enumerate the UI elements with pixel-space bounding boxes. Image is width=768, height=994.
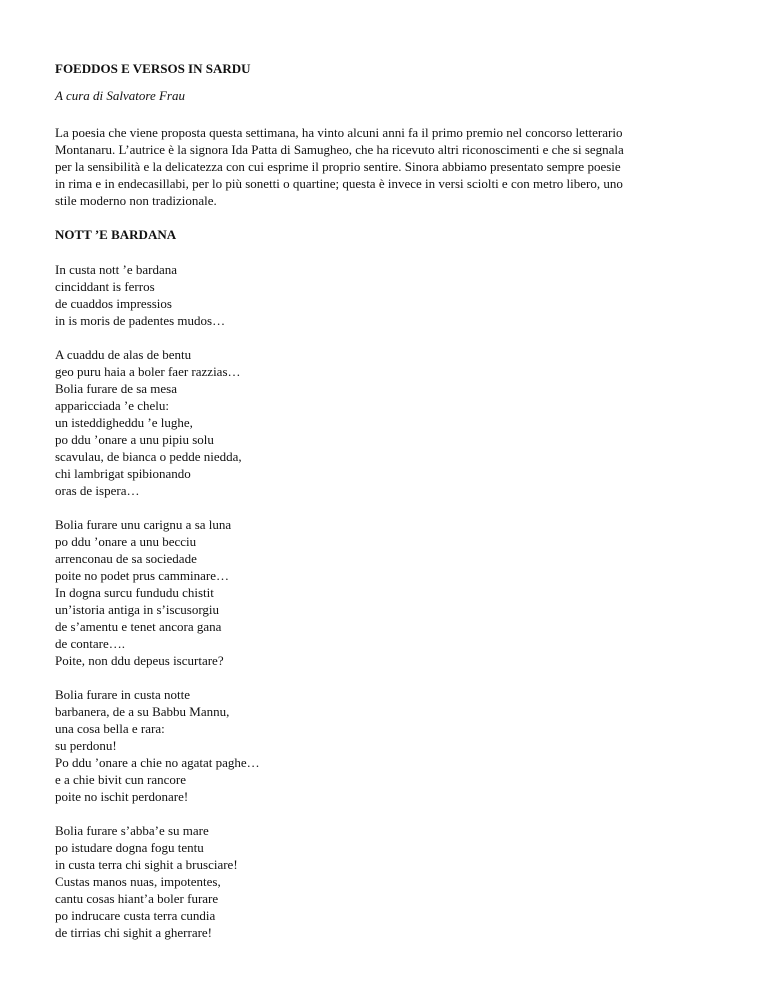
- poem-line: poite no podet prus camminare…: [55, 568, 230, 583]
- intro-line: Montanaru. L’autrice è la signora Ida Patta di Samugheo, che ha ricevuto altri riconoscimenti e che si segnala: [55, 142, 624, 157]
- intro-line: stile moderno non tradizionale.: [55, 193, 217, 208]
- poem-stanza: [55, 822, 725, 941]
- poem-stanza: [55, 686, 725, 805]
- poem-line: po ddu ’onare a unu becciu: [55, 534, 197, 549]
- poem-stanza: [55, 261, 725, 329]
- poem-line: Custas manos nuas, impotentes,: [55, 874, 221, 889]
- poem-line: cantu cosas hiant’a boler furare: [55, 891, 219, 906]
- poem-stanza: [55, 346, 725, 499]
- poem-line: Po ddu ’onare a chie no agatat paghe…: [55, 755, 260, 770]
- poem-line: un isteddigheddu ’e lughe,: [55, 415, 193, 430]
- poem-line: su perdonu!: [55, 738, 117, 753]
- poem-line: scavulau, de bianca o pedde niedda,: [55, 449, 242, 464]
- poem-line: in custa terra chi sighit a brusciare!: [55, 857, 238, 872]
- intro-paragraph: [55, 124, 725, 209]
- poem-line: po indrucare custa terra cundia: [55, 908, 216, 923]
- poem-line: apparicciada ’e chelu:: [55, 398, 170, 413]
- poem-line: geo puru haia a boler faer razzias…: [55, 364, 241, 379]
- poem-line: oras de ispera…: [55, 483, 140, 498]
- document-byline: A cura di Salvatore Frau: [55, 88, 185, 103]
- poem-line: una cosa bella e rara:: [55, 721, 165, 736]
- document-page: [55, 60, 725, 958]
- poem-line: e a chie bivit cun rancore: [55, 772, 187, 787]
- poem-line: Bolia furare de sa mesa: [55, 381, 178, 396]
- poem-line: de s’amentu e tenet ancora gana: [55, 619, 222, 634]
- poem-line: de tirrias chi sighit a gherrare!: [55, 925, 213, 940]
- poem-line: de cuaddos impressios: [55, 296, 172, 311]
- poem-line: In custa nott ’e bardana: [55, 262, 178, 277]
- poem-title: NOTT ’E BARDANA: [55, 227, 177, 242]
- poem-line: un’istoria antiga in s’iscusorgiu: [55, 602, 220, 617]
- poem-line: cinciddant is ferros: [55, 279, 155, 294]
- poem-line: Bolia furare unu carignu a sa luna: [55, 517, 232, 532]
- intro-line: La poesia che viene proposta questa settimana, ha vinto alcuni anni fa il primo premio nel concorso letterario: [55, 125, 623, 140]
- poem-line: Bolia furare s’abba’e su mare: [55, 823, 209, 838]
- document-heading: FOEDDOS E VERSOS IN SARDU: [55, 61, 251, 76]
- poem-line: de contare….: [55, 636, 126, 651]
- poem-line: barbanera, de a su Babbu Mannu,: [55, 704, 230, 719]
- intro-line: in rima e in endecasillabi, per lo più sonetti o quartine; questa è invece in versi sciolti e con metro libero, uno: [55, 176, 623, 191]
- poem-line: po ddu ’onare a unu pipiu solu: [55, 432, 214, 447]
- poem-line: chi lambrigat spibionando: [55, 466, 191, 481]
- poem-line: A cuaddu de alas de bentu: [55, 347, 192, 362]
- poem-line: In dogna surcu fundudu chistit: [55, 585, 214, 600]
- poem-line: po istudare dogna fogu tentu: [55, 840, 204, 855]
- poem-line: Bolia furare in custa notte: [55, 687, 191, 702]
- poem-line: arrenconau de sa sociedade: [55, 551, 197, 566]
- poem-line: Poite, non ddu depeus iscurtare?: [55, 653, 224, 668]
- poem-line: in is moris de padentes mudos…: [55, 313, 226, 328]
- intro-line: per la sensibilità e la delicatezza con cui esprime il proprio sentire. Sinora abbiamo presentato sempre poesie: [55, 159, 621, 174]
- poem-line: poite no ischit perdonare!: [55, 789, 189, 804]
- poem-stanza: [55, 516, 725, 669]
